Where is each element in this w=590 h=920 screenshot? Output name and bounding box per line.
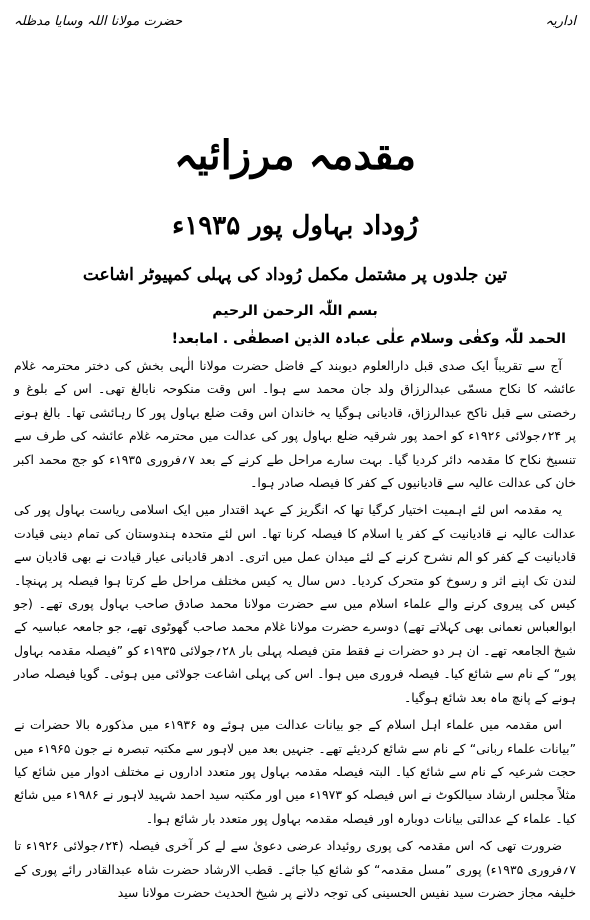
subsubtitle: تین جلدوں پر مشتمل مکمل رُوداد کی پہلی کمپیوٹر اشاعت <box>82 265 508 285</box>
header-author: حضرت مولانا اللہ وسایا مدظلہ <box>14 13 183 29</box>
running-header <box>14 8 576 34</box>
hamd-line: الحمد للّٰہ وکفٰی وسلام علٰی عبادہ الذین اصطفٰی . امابعد! <box>171 331 566 347</box>
paragraph-2: یہ مقدمہ اس لئے اہمیت اختیار کرگیا تھا کہ انگریز کے عہد اقتدار میں ایک اسلامی ریاست بہاول پور کی عدالت عالیہ نے قادیانیت کے کفر یا اسلام کا فیصلہ کرنا تھا۔ اس لئے متحدہ ہندوستان کی تمام دینی قیادت قادیانیت کے کفر کو الم نشرح کرنے کے لئے میدان عمل میں اتری۔ ادھر قادیانی عیار قیادت نے بھی قادیان سے لندن تک اپنے اثر و رسوخ کو متحرک کردیا۔ دس سال یہ کیس مختلف مراحل طے کرتا ہوا فیصلہ پر پہنچا۔ کیس کی پیروی کرنے والے علماء اسلام میں سے حضرت مولانا محمد صادق صاحب بہاول پوری تھے۔ (جو ابوالعباس نعمانی بھی کہلاتے تھے) دوسرے حضرت مولانا غلام محمد صاحب گھوٹوی تھے، جو جامعہ عباسیہ کے شیخ الجامعہ تھے۔ ان ہر دو حضرات نے فقط متن فیصلہ پہلی بار ۲۸؍جولائی ۱۹۳۵ء کو ”فیصلہ مقدمہ بہاول پور“ کے نام سے شائع کیا۔ فیصلہ فروری میں ہوا۔ اس کی پہلی اشاعت جولائی میں ہوئی۔ گویا فیصلہ صادر ہونے کے پانچ ماہ بعد شائع ہوگیا۔ <box>14 502 576 705</box>
body-text <box>14 354 576 904</box>
header-section: اداریہ <box>545 13 576 29</box>
main-title: مقدمہ مرزائیہ <box>173 132 416 179</box>
subtitle: رُوداد بہاول پور ۱۹۳۵ء <box>172 211 418 241</box>
paragraph-1: آج سے تقریباً ایک صدی قبل دارالعلوم دیوبند کے فاضل حضرت مولانا الٰہی بخش کی دختر محترمہ غلام عائشہ کا نکاح مسمّی عبدالرزاق ولد جان محمد سے ہوا۔ اس وقت منکوحہ نابالغ تھی۔ اس کے بلوغ و رخصتی سے قبل ناکح عبدالرزاق، قادیانی ہوگیا یہ خاندان اس وقت ضلع بہاول پور کا رہائشی تھا۔ بالغ ہونے پر ۲۴؍جولائی ۱۹۲۶ء کو احمد پور شرقیہ ضلع بہاول پور کی عدالت میں محترمہ غلام عائشہ کی طرف سے تنسیخ نکاح کا مقدمہ دائر کردیا گیا۔ بہت سارے مراحل طے کرنے کے بعد ۷؍فروری ۱۹۳۵ء کو جج محمد اکبر خان کی عدالت عالیہ سے قادیانیوں کے کفر کا فیصلہ صادر ہوا۔ <box>14 358 577 491</box>
paragraph-3: اس مقدمہ میں علماء اہل اسلام کے جو بیانات عدالت میں ہوئے وہ ۱۹۳۶ء میں مذکورہ بالا حضرات نے ”بیانات علماء ربانی“ کے نام سے شائع کردیئے تھے۔ جنہیں بعد میں لاہور سے مکتبہ تبصرہ نے جون ۱۹۶۵ء میں حجت شرعیہ کے نام سے شائع کیا۔ البتہ فیصلہ مقدمہ بہاول پور متعدد اداروں نے مختلف ادوار میں شائع کیا مثلاً مجلس ارشاد سیالکوٹ نے اس فیصلہ کو ۱۹۷۳ء میں اور مکتبہ سید احمد شہید لاہور نے ۱۹۸۶ء میں شائع کیا۔ علماء کے عدالتی بیانات دوبارہ اور فیصلہ مقدمہ بہاول پور متعدد بار شائع ہوا۔ <box>14 717 576 826</box>
title-block <box>14 126 576 322</box>
bismillah: بسم اللّٰہ الرحمن الرحیم <box>212 303 378 319</box>
paragraph-4: ضرورت تھی کہ اس مقدمہ کی پوری روئیداد عرضی دعویٰ سے لے کر آخری فیصلہ (۲۴؍جولائی ۱۹۲۶ء تا ۷؍فروری ۱۹۳۵ء) پوری ”مسل مقدمہ“ کو شائع کیا جائے۔ قطب الارشاد حضرت شاہ عبدالقادر رائے پوری کے خلیفہ مجاز حضرت سید نفیس الحسینی کی توجہ دلانے پر شیخ الحدیث حضرت مولانا سید <box>14 838 577 900</box>
